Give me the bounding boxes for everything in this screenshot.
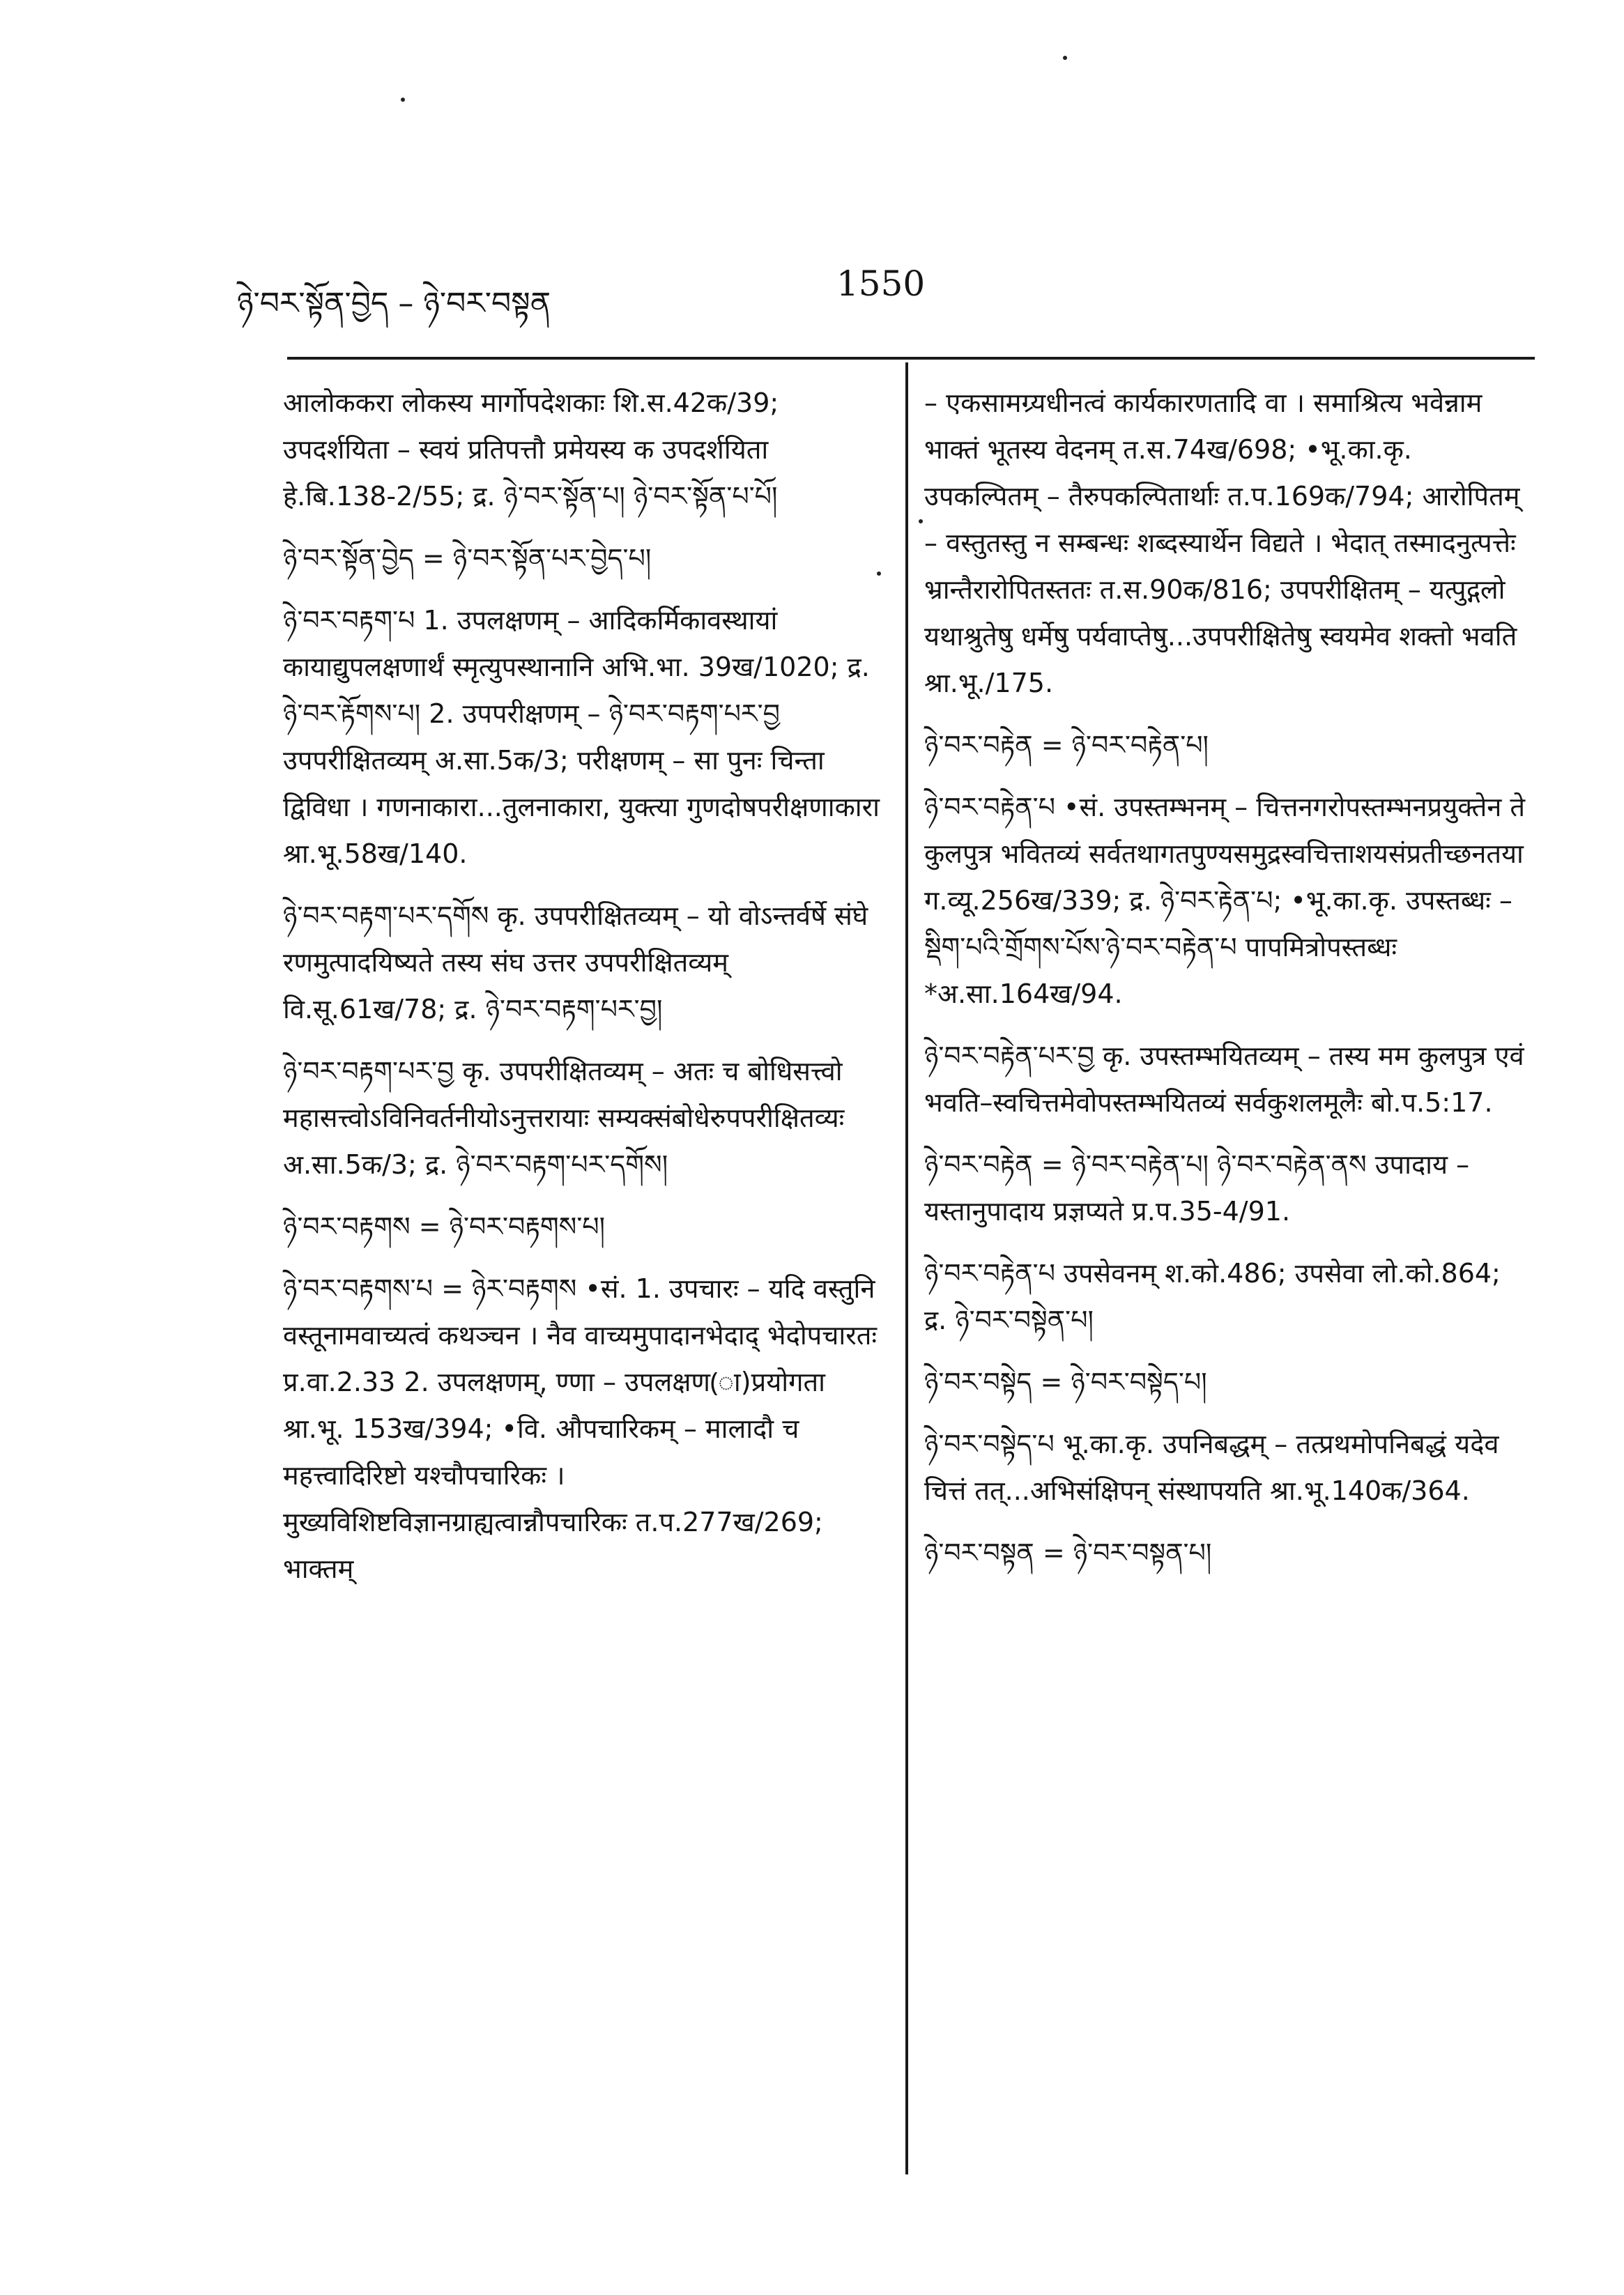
entry: ཉེ་བར་བརྟེན་པ •सं. उपस्तम्भनम् – चित्तनगरोपस्तम्भनप्रयुक्तेन ते कुलपुत्र भवितव्यं सर्वतथागतपुण्यसमुद्रस्वचित्ताशयसंप्रतीच्छनतया ग.व्यू.256ख/339; द्र. ཉེ་བར་རྟེན་པ; •भू.का.कृ. उपस्तब्धः – སྡིག་པའི་གྲོགས་པོས་ཉེ་བར་བརྟེན་པ पापमित्रोपस्तब्धः *अ.सा.164ख/94. [924,792,1526,1009]
scan-speck [919,519,923,523]
entry: ཉེ་བར་བརྟགས = ཉེ་བར་བརྟགས་པ། [283,1211,606,1242]
entry: ཉེ་བར་བརྟགས་པ = ཉེར་བརྟགས •सं. 1. उपचारः – यदि वस्तुनि वस्तूनामवाच्यत्वं कथञ्चन । नैव वाच्यमुपादानभेदाद् भेदोपचारतः प्र.वा.2.33 2. उपलक्षणम्, ण्णा – उपलक्षण(ा)प्रयोगता श्रा.भू. 153ख/394; •वि. औपचारिकम् – मालादौ च महत्त्वादिरिष्टो यश्चौपचारिकः । मुख्यविशिष्टविज्ञानग्राह्यत्वान्नौपचारिकः त.प.277ख/269; भाक्तम् [283,1273,878,1584]
page-header [237,263,1533,319]
right-column [924,380,1531,1592]
entry: – एकसामग्र्यधीनत्वं कार्यकारणतादि वा । समाश्रित्य भवेन्नाम भाक्तं भूतस्य वेदनम् त.स.74ख/698; •भू.का.कृ. उपकल्पितम् – तैरुपकल्पितार्थाः त.प.169क/794; आरोपितम् – वस्तुतस्तु न सम्बन्धः शब्दस्यार्थेन विद्यते । भेदात् तस्मादनुत्पत्तेः भ्रान्तैरारोपितस्ततः त.स.90क/816; उपपरीक्षितम् – यत्पुद्गलो यथाश्रुतेषु धर्मेषु पर्यवाप्तेषु...उपपरीक्षितेषु स्वयमेव शक्तो भवति श्रा.भू./175. [924,387,1520,698]
left-column [283,380,884,1608]
page-number: 1550 [836,263,926,304]
entry: ཉེ་བར་བརྟག་པར་བྱ कृ. उपपरीक्षितव्यम् – अतः च बोधिसत्त्वो महासत्त्वोऽविनिवर्तनीयोऽनुत्तरायाः सम्यक्संबोधेरुपपरीक्षितव्यः अ.सा.5क/3; द्र. ཉེ་བར་བརྟག་པར་དགོས། [283,1056,845,1180]
entry: ཉེ་བར་བརྟེན = ཉེ་བར་བརྟེན་པ། ཉེ་བར་བརྟེན་ནས उपादाय – यस्तानुपादाय प्रज्ञप्यते प्र.प.35-4/91. [924,1149,1470,1227]
entry: ཉེ་བར་བསྟན = ཉེ་བར་བསྟན་པ། [924,1537,1212,1568]
entry: ཉེ་བར་སྟོན་བྱེད = ཉེ་བར་སྟོན་པར་བྱེད་པ། [283,543,652,574]
entry: ཉེ་བར་བརྟེན་པར་བྱ कृ. उपस्तम्भयितव्यम् – तस्य मम कुलपुत्र एवं भवति–स्वचित्तमेवोपस्तम्भयितव्यं सर्वकुशलमूलैः बो.प.5:17. [924,1041,1524,1118]
entry: ཉེ་བར་བསྟེད་པ भू.का.कृ. उपनिबद्धम् – तत्प्रथमोपनिबद्धं यदेव चित्तं तत्...अभिसंक्षिपन् संस्थापयति श्रा.भू.140क/364. [924,1429,1499,1506]
entry: ཉེ་བར་བརྟག་པ 1. उपलक्षणम् – आदिकर्मिकावस्थायां कायाद्युपलक्षणार्थं स्मृत्युपस्थानानि अभि.भा. 39ख/1020; द्र. ཉེ་བར་རྟོགས་པ། 2. उपपरीक्षणम् – ཉེ་བར་བརྟག་པར་བྱ उपपरीक्षितव्यम् अ.सा.5क/3; परीक्षणम् – सा पुनः चिन्ता द्विविधा । गणनाकारा...तुलनाकारा, युक्त्या गुणदोषपरीक्षणाकारा श्रा.भू.58ख/140. [283,605,880,869]
entry: ཉེ་བར་བརྟེན = ཉེ་བར་བརྟེན་པ། [924,730,1209,760]
scan-speck [401,98,405,102]
scan-speck [1063,56,1067,60]
entry: ཉེ་བར་བརྟེན་པ उपसेवनम् श.को.486; उपसेवा लो.को.864; द्र. ཉེ་བར་བསྟེན་པ། [924,1258,1501,1335]
running-head: ཉེ་བར་སྟོན་བྱེད – ཉེ་བར་བསྟན [237,286,551,321]
column-divider [905,362,908,2174]
header-rule [287,357,1535,360]
entry: आलोककरा लोकस्य मार्गोपदेशकाः शि.स.42क/39; उपदर्शयिता – स्वयं प्रतिपत्तौ प्रमेयस्य क उपदर्शयिता हे.बि.138-2/55; द्र. ཉེ་བར་སྟོན་པ། ཉེ་བར་སྟོན་པ་པོ། [283,387,779,512]
scan-speck [877,571,881,576]
entry: ཉེ་བར་བརྟག་པར་དགོས कृ. उपपरीक्षितव्यम् – यो वोऽन्तर्वर्षे संघे रणमुत्पादयिष्यते तस्य संघ उत्तर उपपरीक्षितव्यम् वि.सू.61ख/78; द्र. ཉེ་བར་བརྟག་པར་བྱ། [283,900,868,1024]
entry: ཉེ་བར་བསྟེད = ཉེ་བར་བསྟེད་པ། [924,1367,1207,1397]
